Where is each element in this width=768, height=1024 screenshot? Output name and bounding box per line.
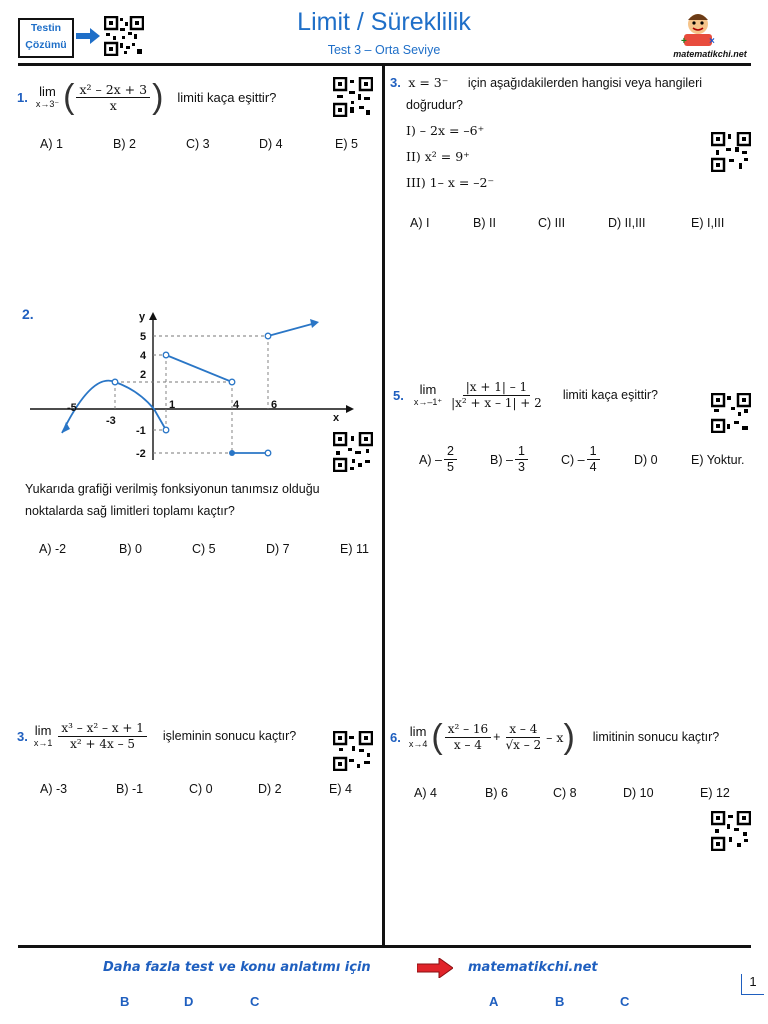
question-text: limiti kaça eşittir? [562, 388, 658, 402]
option-b[interactable]: B) II [473, 216, 496, 230]
option-d[interactable]: D) 10 [623, 786, 654, 800]
page-subtitle: Test 3 – Orta Seviye [327, 43, 441, 57]
option-e[interactable]: E) 11 [340, 542, 369, 556]
y-tick-label: -1 [136, 425, 146, 437]
lim-word: lim [419, 382, 437, 397]
function-graph [20, 300, 360, 470]
question-number: 3. [390, 75, 401, 90]
question-number: 3. [17, 728, 28, 744]
column-divider [382, 66, 385, 946]
footer-promo-text: Daha fazla test ve konu anlatımı için [103, 960, 371, 975]
options-row [410, 216, 724, 230]
option-c[interactable]: C) 8 [553, 786, 577, 800]
option-c[interactable]: C) 3 [186, 137, 210, 151]
mascot-logo-icon [678, 8, 718, 48]
qr-code-icon[interactable] [333, 731, 373, 771]
option-d[interactable]: D) 7 [266, 542, 290, 556]
option-b[interactable]: B) 2 [113, 137, 136, 151]
svg-text:×: × [709, 36, 715, 47]
fraction-denominator: x – 4 [453, 737, 482, 752]
answer-key-item: B [555, 994, 565, 1009]
question-text-line: Yukarıda grafiği verilmiş fonksiyonun tanımsız olduğu [25, 482, 320, 496]
qr-code-icon[interactable] [333, 77, 373, 117]
lim-word: lim [409, 724, 427, 739]
option-e[interactable]: E) Yoktur. [691, 452, 745, 467]
option-c[interactable] [561, 444, 634, 475]
option-d[interactable]: D) II,III [608, 216, 646, 230]
statement-item: II) x² = 9⁺ [406, 149, 470, 164]
graph-segment-middle [166, 355, 232, 382]
graph-segment-right [268, 324, 312, 336]
x-axis-label: x [333, 412, 340, 424]
question-text-line: için aşağıdakilerden hangisi veya hangileri [467, 76, 703, 90]
qr-code-icon[interactable] [333, 432, 373, 472]
page-title: Limit / Süreklilik [297, 8, 471, 36]
question-5 [393, 373, 713, 417]
option-b[interactable]: B) -1 [116, 782, 144, 796]
options-row [39, 542, 369, 556]
option-c[interactable]: C) 0 [189, 782, 213, 796]
question-2-text [25, 478, 375, 522]
fraction-denominator: √x – 2 [505, 737, 542, 752]
qr-code-icon[interactable] [711, 393, 751, 433]
y-axis-arrow [149, 312, 157, 320]
question-text: limitinin sonucu kaçtır? [592, 730, 720, 744]
solution-label-line2: Çözümü [25, 39, 67, 51]
option-b[interactable] [490, 444, 561, 475]
option-a[interactable]: A) -3 [40, 782, 68, 796]
x-axis-arrow [346, 405, 354, 413]
y-tick-label: -2 [136, 448, 146, 460]
x-tick-label: 1 [169, 399, 176, 411]
expression-tail: – x [546, 729, 564, 745]
option-d[interactable]: D) 2 [258, 782, 282, 796]
option-d[interactable]: D) 4 [259, 137, 283, 151]
lim-word: lim [39, 84, 56, 99]
given-value: x = 3⁻ [408, 75, 449, 90]
statement-item: I) – 2x = –6⁺ [406, 123, 485, 138]
option-a[interactable]: A) 4 [414, 786, 437, 800]
question-6: 6. lim x→4 ( $\frac{\text{x² – 16}}{x - 4}$ + $\frac{x - 4}{√x - 2}$ – x ) limitinin sonucu kaçtır? [390, 718, 720, 756]
lim-subscript: x→3⁻ [35, 99, 60, 109]
options-row [414, 786, 730, 800]
x-tick-label: -5 [67, 402, 77, 414]
option-b[interactable]: B) 0 [119, 542, 142, 556]
footer-rule [18, 945, 751, 948]
fraction-numerator: x² – 2x + 3 [76, 82, 150, 98]
x-tick-label: -3 [106, 415, 116, 427]
fraction-numerator: x³ – x² – x + 1 [58, 721, 147, 737]
option-c[interactable]: C) 5 [192, 542, 216, 556]
option-numerator: 1 [515, 444, 528, 460]
question-number: 2. [22, 306, 34, 322]
option-denominator: 4 [589, 460, 597, 474]
x-tick-label: 4 [233, 399, 240, 411]
answer-key-item: C [620, 994, 630, 1009]
option-e[interactable]: E) 5 [335, 137, 358, 151]
question-text: limiti kaça eşittir? [177, 89, 277, 105]
option-numerator: 2 [444, 444, 457, 460]
y-tick-label: 2 [140, 369, 147, 381]
fraction-denominator: |x² + x – 1| + 2 [451, 395, 542, 410]
lim-subscript: x→1 [33, 738, 53, 748]
svg-text:+: + [681, 36, 687, 47]
options-row [40, 137, 358, 151]
lim-word: lim [34, 723, 52, 738]
option-a[interactable]: A) I [410, 216, 430, 230]
option-b[interactable]: B) 6 [485, 786, 508, 800]
arrow-right-icon [417, 958, 453, 978]
qr-code-icon[interactable] [711, 132, 751, 172]
question-3-limit [17, 716, 337, 756]
fraction-numerator: x² – 16 [445, 722, 491, 738]
option-a[interactable]: A) -2 [39, 542, 67, 556]
option-c[interactable]: C) III [538, 216, 566, 230]
statement-item: III) 1– x = –2⁻ [406, 175, 495, 190]
option-numerator: 1 [587, 444, 600, 460]
option-label: B) – [490, 452, 513, 467]
option-d[interactable]: D) 0 [634, 452, 658, 467]
fraction-denominator: x² + 4x – 5 [70, 736, 136, 751]
qr-code-icon[interactable] [711, 811, 751, 851]
option-e[interactable]: E) 4 [329, 782, 352, 796]
question-text: işleminin sonucu kaçtır? [162, 729, 297, 743]
option-a[interactable] [419, 444, 490, 475]
option-label: A) – [419, 452, 442, 467]
logo-text: matematikchi.net [673, 49, 747, 59]
question-number: 5. [393, 387, 404, 403]
footer-site-link[interactable]: matematikchi.net [468, 960, 598, 975]
question-text-line: noktalarda sağ limitleri toplamı kaçtır? [25, 504, 235, 518]
answer-key-item: A [489, 994, 499, 1009]
question-number: 1. [17, 89, 28, 105]
options-row [419, 444, 745, 475]
page-number: 1 [741, 974, 764, 995]
x-tick-label: 6 [271, 399, 278, 411]
question-number: 6. [390, 729, 401, 745]
answer-key-item: C [250, 994, 260, 1009]
question-3-statements [390, 72, 750, 194]
option-denominator: 3 [517, 460, 525, 474]
fraction-numerator: |x + 1| – 1 [463, 380, 530, 396]
lim-subscript: x→4 [408, 739, 428, 749]
answer-key-item: D [184, 994, 194, 1009]
y-tick-label: 4 [140, 350, 147, 362]
question-text-line: doğrudur? [406, 98, 463, 112]
option-e[interactable]: E) I,III [691, 216, 725, 230]
lim-subscript: x→–1⁺ [413, 397, 443, 407]
question-1: 1. lim x→3⁻ ( $\frac{\text{x² – 2x + 3}}{x}$ ) limiti kaça eşittir? [17, 78, 277, 116]
answer-key-item: B [120, 994, 130, 1009]
solution-label-line1: Testin [30, 22, 62, 34]
option-denominator: 5 [446, 460, 454, 474]
option-label: C) – [561, 452, 585, 467]
options-row [40, 782, 352, 796]
y-axis-label: y [139, 311, 146, 323]
fraction-numerator: x – 4 [506, 722, 540, 738]
fraction-denominator: x [109, 97, 117, 113]
option-e[interactable]: E) 12 [700, 786, 730, 800]
option-a[interactable]: A) 1 [40, 137, 63, 151]
y-tick-label: 5 [140, 331, 147, 343]
